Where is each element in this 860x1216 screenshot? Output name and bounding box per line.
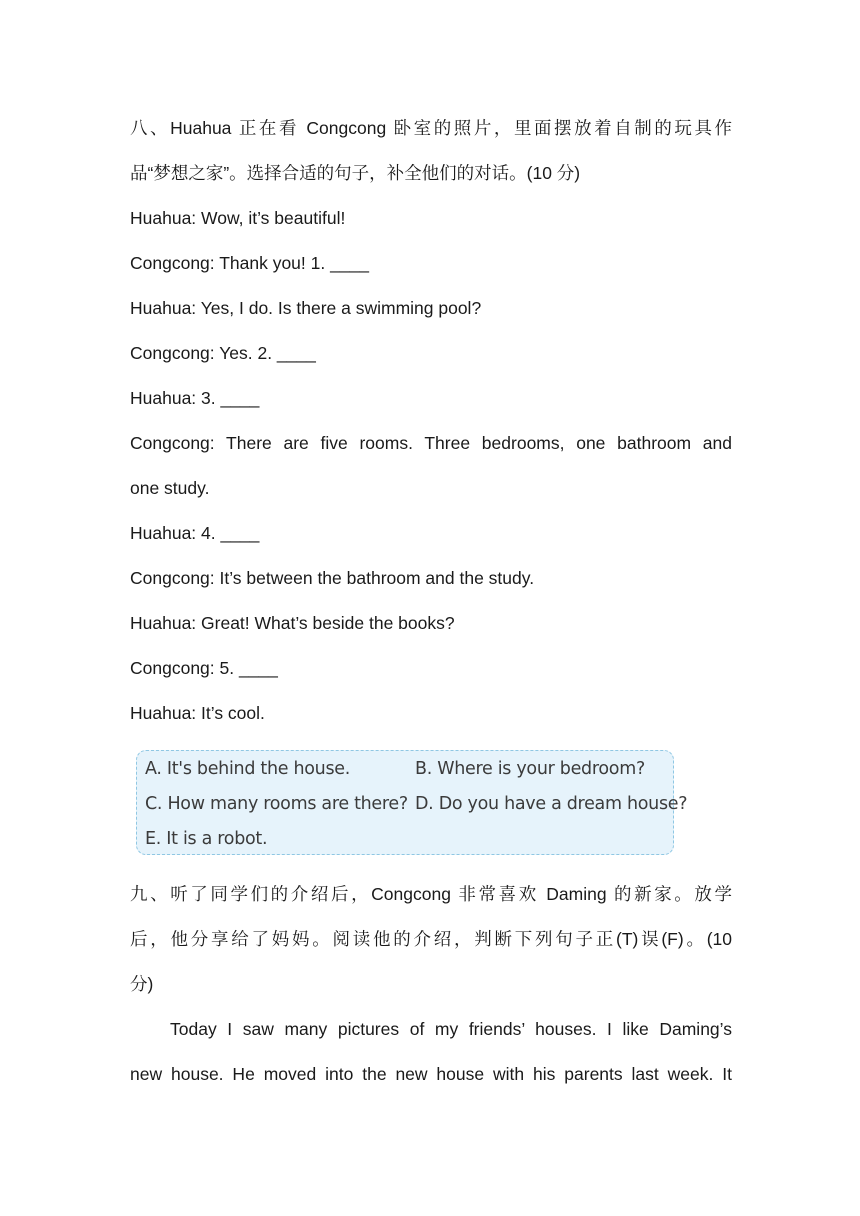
dialogue-line: Huahua: 3. ____ — [130, 388, 260, 408]
dialogue-line: Huahua: 4. ____ — [130, 523, 260, 543]
option-d: D. Do you have a dream house? — [415, 794, 688, 814]
option-a: A. It's behind the house. — [145, 759, 351, 779]
passage-line2: new house. He moved into the new house with his parents last week. It — [130, 1064, 732, 1084]
dialogue-line: Huahua: Yes, I do. Is there a swimming pool? — [130, 298, 482, 318]
section9-heading-line3: 分) — [130, 974, 154, 994]
section8-heading-line2: 品“梦想之家”。选择合适的句子，补全他们的对话。(10 分) — [130, 163, 581, 183]
dialogue-line: Congcong: It’s between the bathroom and the study. — [130, 568, 535, 588]
dialogue-line: Congcong: There are five rooms. Three bedrooms, one bathroom and — [130, 433, 732, 453]
option-c: C. How many rooms are there? — [145, 794, 408, 814]
dialogue-line: Huahua: Wow, it’s beautiful! — [130, 208, 346, 228]
dialogue-line: Huahua: Great! What’s beside the books? — [130, 613, 455, 633]
section9-heading-line2: 后，他分享给了妈妈。阅读他的介绍，判断下列句子正(T)误(F)。(10 — [130, 929, 732, 949]
passage-line1: Today I saw many pictures of my friends’ houses. I like Daming’s — [170, 1019, 732, 1039]
section9-heading-line1: 九、听了同学们的介绍后，Congcong 非常喜欢 Daming 的新家。放学 — [130, 884, 732, 904]
option-b: B. Where is your bedroom? — [415, 759, 645, 779]
dialogue-line: Huahua: It’s cool. — [130, 703, 265, 723]
dialogue-line: Congcong: 5. ____ — [130, 658, 278, 678]
answer-options-box — [136, 750, 688, 855]
section8-heading-line1: 八、Huahua 正在看 Congcong 卧室的照片，里面摆放着自制的玩具作 — [130, 118, 732, 138]
option-e: E. It is a robot. — [145, 829, 268, 849]
dialogue-line: Congcong: Yes. 2. ____ — [130, 343, 316, 363]
dialogue-line: one study. — [130, 478, 210, 498]
dialogue-line: Congcong: Thank you! 1. ____ — [130, 253, 370, 273]
